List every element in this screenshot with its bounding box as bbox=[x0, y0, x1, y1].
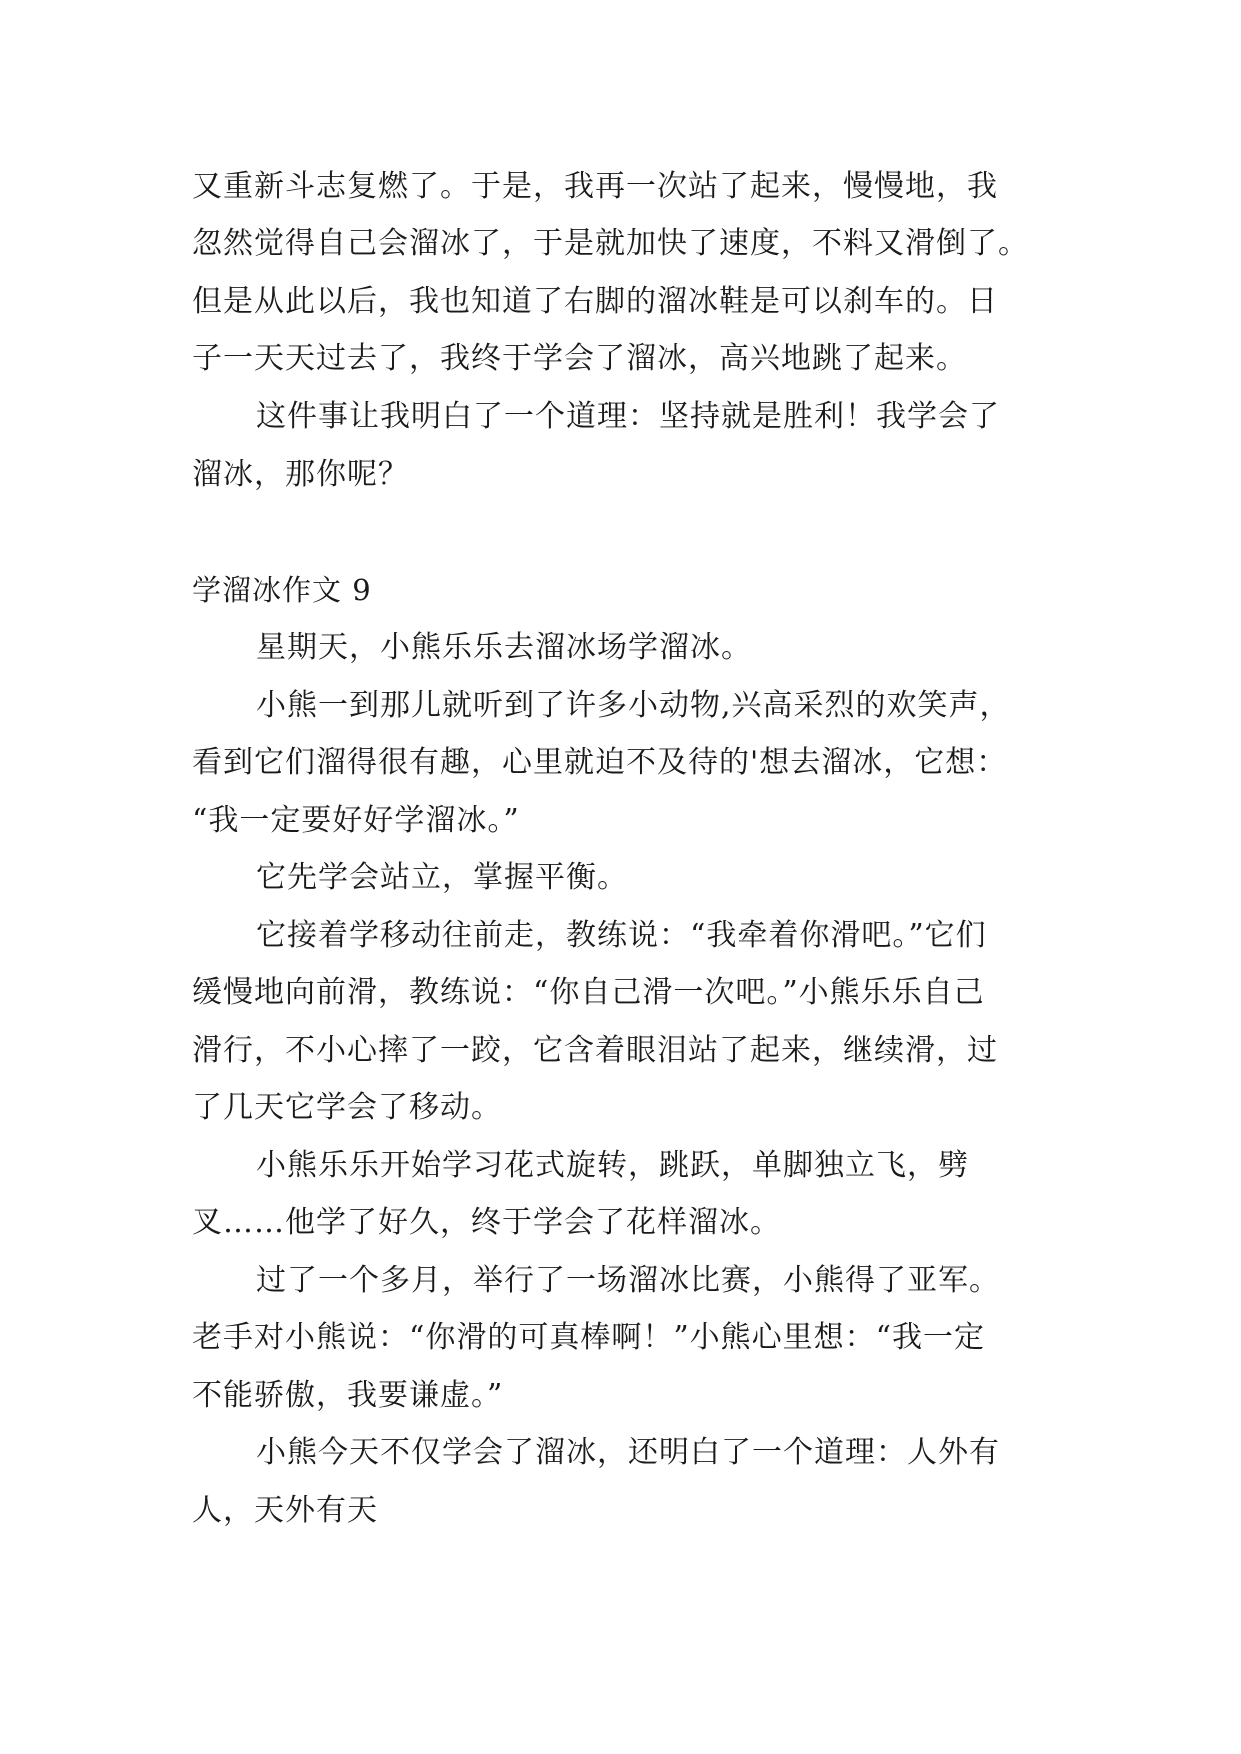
paragraph-first-line: 过了一个多月，举行了一场溜冰比赛，小熊得了亚军。 bbox=[256, 1263, 1000, 1298]
text-line: 但是从此以后，我也知道了右脚的溜冰鞋是可以刹车的。日 bbox=[192, 284, 998, 319]
text-line: 溜冰，那你呢？ bbox=[192, 457, 409, 492]
text-line: 又重新斗志复燃了。于是，我再一次站了起来，慢慢地，我 bbox=[192, 169, 998, 204]
text-line: “我一定要好好学溜冰。” bbox=[192, 803, 520, 838]
paragraph-first-line: 小熊一到那儿就听到了许多小动物,兴高采烈的欢笑声， bbox=[256, 688, 1011, 723]
paragraph-first-line: 它先学会站立，掌握平衡。 bbox=[256, 860, 628, 895]
text-line: 不能骄傲，我要谦虚。” bbox=[192, 1378, 504, 1413]
text-line: 忽然觉得自己会溜冰了，于是就加快了速度，不料又滑倒了。 bbox=[192, 226, 1029, 261]
text-line: 老手对小熊说：“你滑的可真棒啊！”小熊心里想：“我一定 bbox=[192, 1320, 986, 1355]
text-line: 缓慢地向前滑，教练说：“你自己滑一次吧。”小熊乐乐自己 bbox=[192, 975, 985, 1010]
text-line: 人，天外有天 bbox=[192, 1493, 378, 1528]
text-line: 子一天天过去了，我终于学会了溜冰，高兴地跳了起来。 bbox=[192, 341, 967, 376]
paragraph-first-line: 小熊今天不仅学会了溜冰，还明白了一个道理：人外有 bbox=[256, 1435, 1000, 1470]
paragraph-first-line: 星期天，小熊乐乐去溜冰场学溜冰。 bbox=[256, 630, 752, 665]
paragraph-first-line: 这件事让我明白了一个道理：坚持就是胜利！我学会了 bbox=[256, 399, 1000, 434]
text-line: 了几天它学会了移动。 bbox=[192, 1090, 502, 1125]
text-line: 看到它们溜得很有趣，心里就迫不及待的'想去溜冰，它想： bbox=[192, 745, 1008, 780]
paragraph-first-line: 小熊乐乐开始学习花式旋转，跳跃，单脚独立飞，劈 bbox=[256, 1148, 969, 1183]
paragraph-first-line: 它接着学移动往前走，教练说：“我牵着你滑吧。”它们 bbox=[256, 918, 987, 953]
text-line: 滑行，不小心摔了一跤，它含着眼泪站了起来，继续滑，过 bbox=[192, 1033, 998, 1068]
section-heading: 学溜冰作文 9 bbox=[192, 573, 372, 607]
text-line: 叉……他学了好久，终于学会了花样溜冰。 bbox=[192, 1205, 781, 1240]
